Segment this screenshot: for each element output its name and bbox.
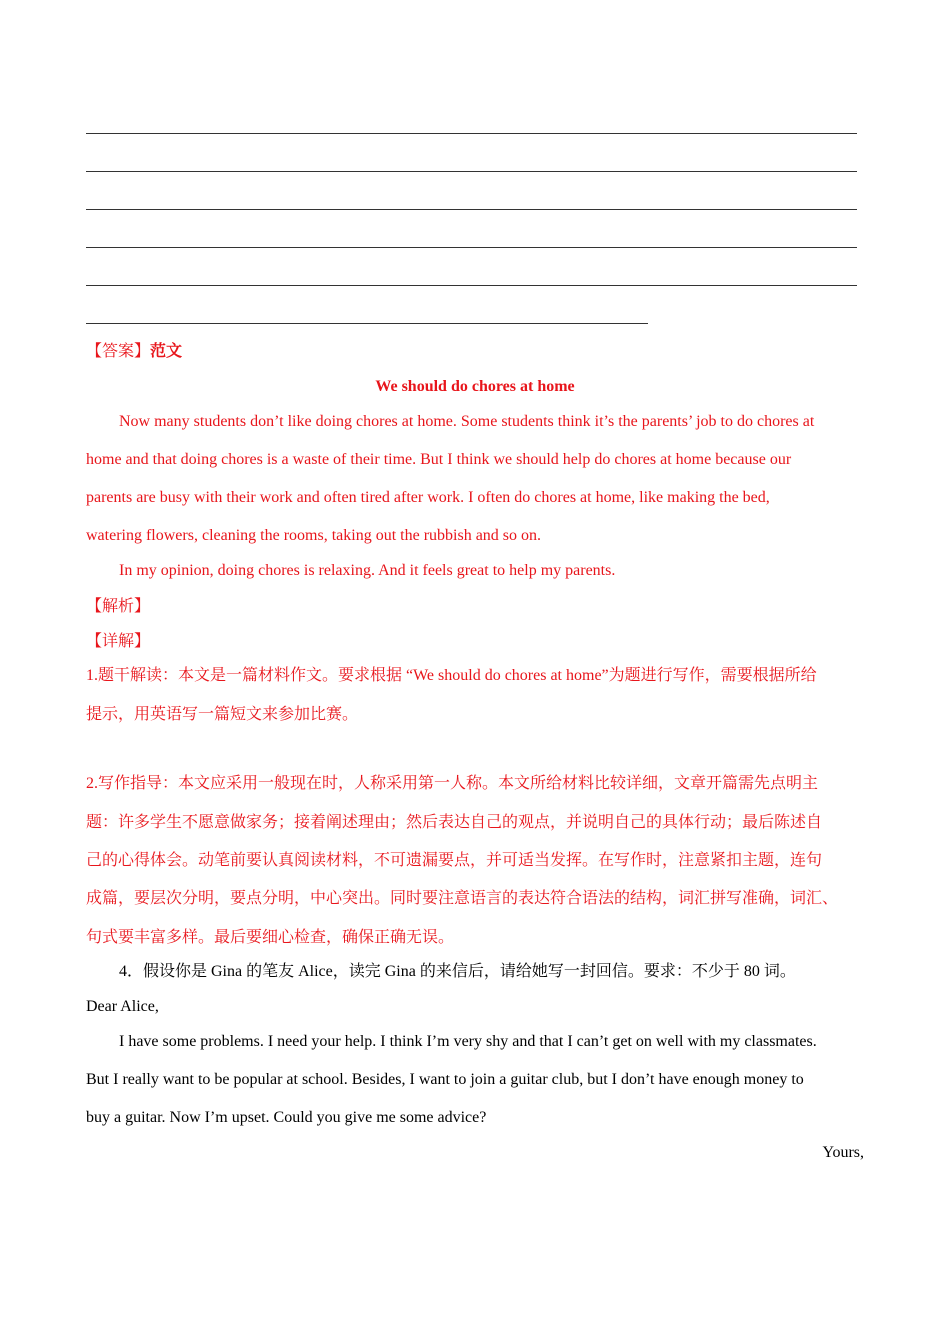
analysis-label: 【解析】 xyxy=(86,598,151,615)
writing-line xyxy=(86,285,857,286)
detail-label: 【详解】 xyxy=(86,633,151,650)
letter-line: I have some problems. I need your help. I think I’m very shy and that I can’t get on well with my classmates. xyxy=(119,1033,817,1050)
letter-line: But I really want to be popular at school. Besides, I want to join a guitar club, but I don’t have enough money to xyxy=(86,1071,804,1088)
essay-line: home and that doing chores is a waste of their time. But I think we should help do chores at home because our xyxy=(86,451,792,468)
writing-line xyxy=(86,133,857,134)
essay-line: parents are busy with their work and often tired after work. I often do chores at home, like making the bed, xyxy=(86,489,770,506)
answer-label-prefix: 【答案】 xyxy=(86,343,151,360)
essay-title: We should do chores at home xyxy=(375,378,575,395)
letter-closing: Yours, xyxy=(822,1144,864,1161)
writing-line xyxy=(86,209,857,210)
question-4-prompt: 4．假设你是 Gina 的笔友 Alice，读完 Gina 的来信后，请给她写一封回信。要求：不少于 80 词。 xyxy=(119,963,796,980)
detail-line: 1.题干解读：本文是一篇材料作文。要求根据 “We should do chores at home”为题进行写作，需要根据所给 xyxy=(86,667,817,684)
essay-line: In my opinion, doing chores is relaxing. And it feels great to help my parents. xyxy=(119,562,616,579)
detail-line: 2.写作指导：本文应采用一般现在时，人称采用第一人称。本文所给材料比较详细，文章开篇需先点明主 xyxy=(86,775,819,792)
detail-line: 题：许多学生不愿意做家务；接着阐述理由；然后表达自己的观点，并说明自己的具体行动；最后陈述自 xyxy=(86,814,823,831)
detail-line: 成篇，要层次分明，要点分明，中心突出。同时要注意语言的表达符合语法的结构，词汇拼写准确，词汇、 xyxy=(86,890,839,907)
essay-line: Now many students don’t like doing chores at home. Some students think it’s the parents’ job to do chores at xyxy=(119,413,815,430)
letter-line: buy a guitar. Now I’m upset. Could you give me some advice? xyxy=(86,1109,487,1126)
writing-line xyxy=(86,171,857,172)
essay-line: watering flowers, cleaning the rooms, taking out the rubbish and so on. xyxy=(86,527,542,544)
letter-salutation: Dear Alice, xyxy=(86,998,159,1015)
detail-line: 句式要丰富多样。最后要细心检查，确保正确无误。 xyxy=(86,929,455,946)
writing-line xyxy=(86,247,857,248)
detail-line: 己的心得体会。动笔前要认真阅读材料，不可遗漏要点，并可适当发挥。在写作时，注意紧扣主题，连句 xyxy=(86,852,823,869)
answer-label xyxy=(86,342,182,362)
writing-line xyxy=(86,323,648,324)
detail-line: 提示，用英语写一篇短文来参加比赛。 xyxy=(86,706,359,723)
answer-label-model: 范文 xyxy=(150,343,183,360)
